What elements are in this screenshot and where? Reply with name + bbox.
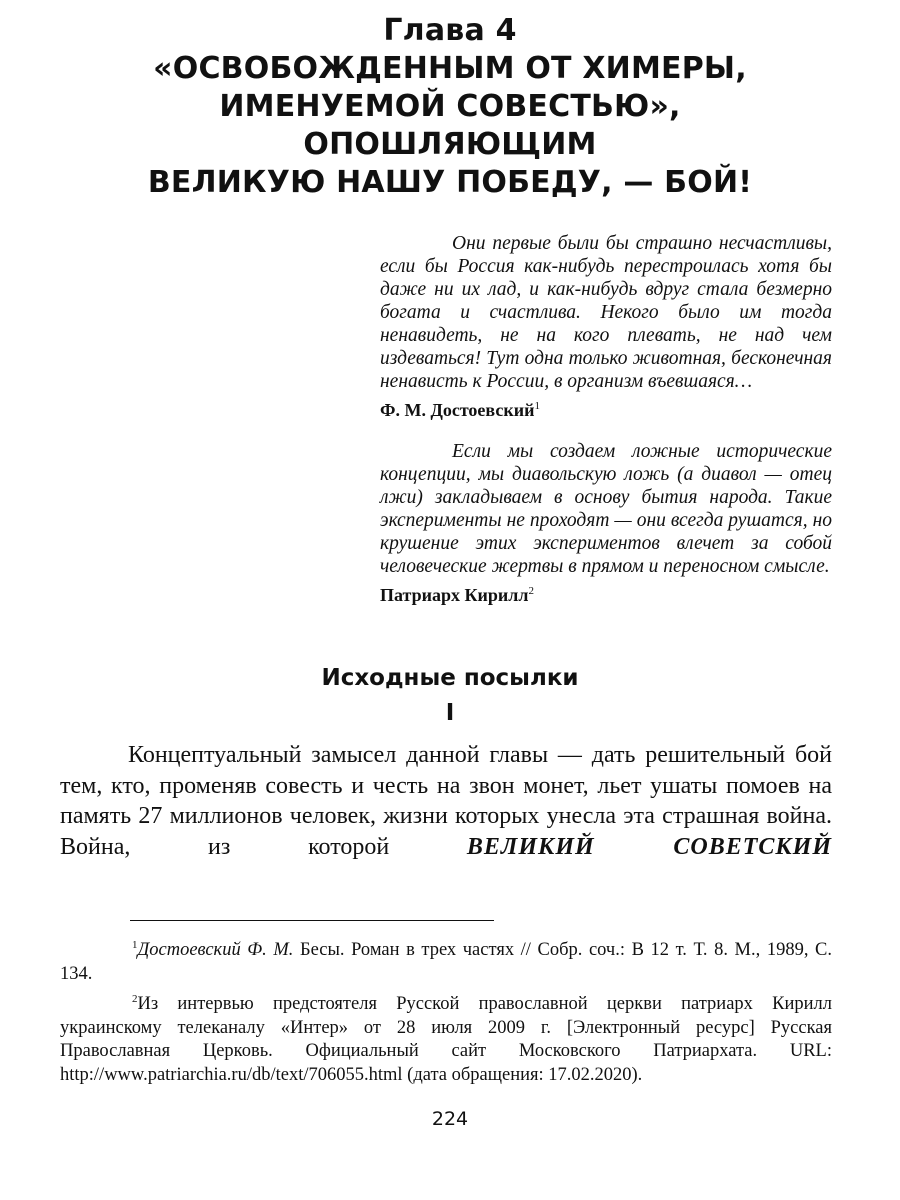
epigraph-author-name: Патриарх Кирилл	[380, 585, 529, 605]
section-number: I	[445, 700, 455, 726]
footnote-text: Бесы. Роман в трех частях // Собр. соч.: В 12 т. Т. 8. М., 1989, С. 134.	[60, 940, 832, 984]
body-text: Концептуальный замысел данной главы — дать решительный бой тем, кто, променяв совесть и честь на звон монет, льет ушаты помоев на память 27 миллионов человек, жизни которых унесла эта страшная война. Война, из которой	[60, 742, 832, 860]
chapter-title-line: ОПОШЛЯЮЩИМ	[303, 127, 597, 162]
epigraph-author	[380, 580, 832, 607]
body-emphasis: ВЕЛИКИЙ СОВЕТСКИЙ	[466, 833, 832, 860]
epigraph-author-name: Ф. М. Достоевский	[380, 400, 535, 420]
footnote-divider	[130, 920, 494, 921]
chapter-title-line: «ОСВОБОЖДЕННЫМ ОТ ХИМЕРЫ,	[153, 51, 747, 86]
epigraph-kirill	[380, 440, 832, 607]
footnote	[60, 988, 832, 1087]
body-paragraph	[60, 740, 832, 862]
footnote-number: 2	[132, 993, 138, 1006]
footnote-text: Из интервью предстоятеля Русской православной церкви патриарх Кирилл украинскому телеканалу «Интер» от 28 июля 2009 г. [Электронный ресурс] Русская Православная Церковь. Официальный сайт Московского Патриархата. URL: http://www.patriarchia.ru/db/text/706055.html (дата обращения: 17.02.2020).	[60, 994, 832, 1085]
section-title: Исходные посылки	[321, 665, 579, 691]
footnote	[60, 934, 832, 986]
chapter-title-line: ИМЕНУЕМОЙ СОВЕСТЬЮ»,	[219, 89, 681, 124]
footnote-ref[interactable]: 1	[534, 400, 540, 412]
page-number: 224	[431, 1108, 469, 1130]
epigraph-author	[380, 395, 832, 422]
epigraph-text: Они первые были бы страшно несчастливы, если бы Россия как-нибудь перестроилась хотя бы даже ни их лад, и как-нибудь вдруг стала безмерно богата и счастлива. Некого было им тогда ненавидеть, не на кого плевать, не над чем издеваться! Тут одна только животная, бесконечная ненависть к России, в организм въевшаяся…	[380, 233, 832, 392]
footnotes	[60, 934, 832, 1089]
chapter-title-line: ВЕЛИКУЮ НАШУ ПОБЕДУ, — БОЙ!	[147, 165, 753, 200]
footnote-number: 1	[132, 939, 138, 951]
chapter-title	[60, 12, 840, 202]
chapter-title-line: Глава 4	[383, 13, 517, 48]
epigraph-dostoevsky	[380, 232, 832, 422]
epigraph-text: Если мы создаем ложные исторические концепции, мы диавольскую ложь (а диавол — отец лжи) закладываем в основу бытия народа. Такие эксперименты не проходят — они всегда рушатся, но крушение этих экспериментов влечет за собой человеческие жертвы в прямом и переносном смысле.	[380, 441, 832, 577]
footnote-author: Достоевский Ф. М.	[137, 940, 294, 961]
footnote-ref[interactable]: 2	[528, 585, 534, 597]
